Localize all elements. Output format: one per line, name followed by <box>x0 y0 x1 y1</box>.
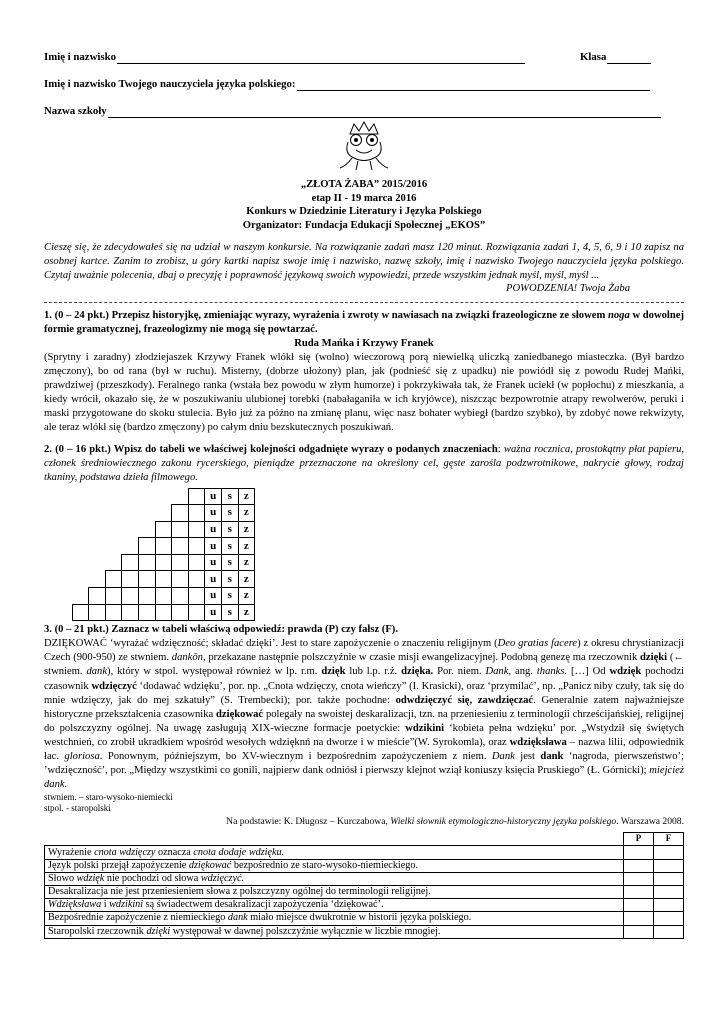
statement-text: Słowo wdzięk nie pochodzi od słowa wdzięczyć. <box>45 872 624 885</box>
crossword-letter: u <box>205 505 222 522</box>
crossword-letter: u <box>205 571 222 588</box>
crossword-letter: u <box>205 521 222 538</box>
crossword-cell[interactable] <box>188 538 205 555</box>
col-f-header: F <box>654 833 684 846</box>
crossword-letter: s <box>221 554 238 571</box>
task-2-heading: 2. (0 – 16 pkt.) Wpisz do tabeli we właściwej kolejności odgadnięte wyrazy o podanych znaczeniach: ważna rocznica, prostokątny płat papieru, członek średniowiecznego zakonu rycerskiego, pieniądze przeznaczone na określony cel, gęste zarośla podzwrotnikowe, nakrycie głowy, rodzaj tkaniny, podstawa dzieła filmowego. <box>44 444 685 484</box>
answer-f-cell[interactable] <box>654 846 684 859</box>
answer-f-cell[interactable] <box>654 912 684 925</box>
contest-title: „ZŁOTA ŻABA” 2015/2016 <box>300 179 428 190</box>
crossword-cell[interactable] <box>155 538 172 555</box>
contest-name: Konkurs w Dziedzinie Literatury i Języka Polskiego <box>246 206 482 218</box>
crossword-grid[interactable] <box>56 488 255 622</box>
crossword-cell[interactable] <box>122 554 139 571</box>
true-false-header-row <box>45 833 684 846</box>
story-title: Ruda Mańka i Krzywy Franek <box>294 337 434 349</box>
crossword-cell[interactable] <box>89 604 106 621</box>
answer-f-cell[interactable] <box>654 872 684 885</box>
crossword-letter: s <box>221 505 238 522</box>
crossword-letter: s <box>221 588 238 605</box>
crossword-cell[interactable] <box>172 521 189 538</box>
school-label: Nazwa szkoły <box>44 104 107 117</box>
statement-text: Desakralizacja nie jest przeniesieniem słowa z polszczyzny ogólnej do terminologii religijnej. <box>45 885 624 898</box>
task-3-text: DZIĘKOWAĆ ‘wyrażać wdzięczność; składać dzięki’. Jest to stare zapożyczenie o znaczeniu religijnym (Deo gratias facere) z okresu chrystianizacji Czech (900-950) ze stwniem. dankōn, przekazane następnie polszczyźnie w czasie misji ewangelizacyjnej. Podobną genezę ma rzeczownik dzięki (← stwniem. dank), który w stpol. występował również w lp. r.m. dzięk lub l.p. r.ż. dzięka. Por. niem. Dank, ang. thanks. […] Od wdzięk pochodzi czasownik wdzięczyć ‘dodawać wdzięku’, por. np. „Cnota wdzięczy, cnota wieńczy” (I. Krasicki), oraz ‘przymilać’, np. „Panicz niby czuły, tak się do mnie wdzięczy, jak do mej szkatuły” (S. Trembecki); por. także pochodne: odwdzięczyć się, zawdzięczać. Generalnie zatem najważniejsze historyczne przekształcenia czasownika dziękować polegały na swoistej deskaralizacji, tzn. na przeniesieniu z terminologii chrześcijańskiej, religijnej do polszczyzny ogólnej. Na uwagę zasługują XIX-wieczne formacje poetyckie: wdzikini ‘kobieta pełna wdzięku’ por. „Wstydził się świętych westchnień, co zrobił ukradkiem wpośród wesołych wdzięknń na dworze i w mieście”(W. Syrokomla), oraz wdzięksława – nazwa lilii, odpowiednik łac. gloriosa. Ponownym, późniejszym, bo XV-wiecznym i bezpośrednim zapożyczeniem z niem. Dank jest dank ‘nagroda, pierwszeństwo’; ’wdzięczność’, por. „Między wszystkimi co gonili, najpierw dank odniósł i pierwszy klejnot wziął koniuszy księcia Pruskiego” (Ł. Górnicki); miejcież dank. <box>44 638 685 791</box>
crossword-cell[interactable] <box>155 604 172 621</box>
crossword-letter: z <box>238 538 255 555</box>
answer-p-cell[interactable] <box>624 885 654 898</box>
crossword-letter: z <box>238 554 255 571</box>
statement-text: Staropolski rzeczownik dzięki występował w dawnej polszczyźnie wyłącznie w liczbie mnogiej. <box>45 925 624 938</box>
crossword-cell[interactable] <box>138 538 155 555</box>
crossword-row <box>56 505 255 522</box>
crossword-cell[interactable] <box>122 604 139 621</box>
crossword-cell[interactable] <box>138 554 155 571</box>
abbreviation-2: stpol. - staropolski <box>44 803 111 814</box>
crossword-cell[interactable] <box>72 604 89 621</box>
crossword-row <box>56 588 255 605</box>
statement-row <box>45 899 684 912</box>
crossword-letter: u <box>205 554 222 571</box>
teacher-label: Imię i nazwisko Twojego nauczyciela języka polskiego: <box>44 77 296 90</box>
crossword-cell[interactable] <box>188 521 205 538</box>
crossword-cell[interactable] <box>155 571 172 588</box>
crossword-letter: s <box>221 571 238 588</box>
name-label: Imię i nazwisko <box>44 50 116 63</box>
crossword-letter: s <box>221 604 238 621</box>
crossword-cell[interactable] <box>188 588 205 605</box>
crossword-cell[interactable] <box>188 554 205 571</box>
crossword-cell[interactable] <box>172 604 189 621</box>
contest-organizer: Organizator: Fundacja Edukacji Społecznej „EKOS” <box>242 219 486 231</box>
crossword-cell[interactable] <box>172 588 189 605</box>
crossword-cell[interactable] <box>105 571 122 588</box>
crossword-row <box>56 571 255 588</box>
crossword-letter: s <box>221 521 238 538</box>
statement-text: Wyrażenie cnota wdzięczy oznacza cnota dodaje wdzięku. <box>45 846 624 859</box>
crossword-cell[interactable] <box>155 521 172 538</box>
statement-text: Bezpośrednie zapożyczenie z niemieckiego dank miało miejsce dwukrotnie w historii języka polskiego. <box>45 912 624 925</box>
abbreviation-1: stwniem. – staro-wysoko-niemiecki <box>44 792 173 803</box>
statement-row <box>45 872 684 885</box>
crossword-cell[interactable] <box>138 604 155 621</box>
crossword-letter: z <box>238 571 255 588</box>
teacher-field[interactable] <box>297 78 650 91</box>
crossword-letter: u <box>205 488 222 505</box>
answer-p-cell[interactable] <box>624 912 654 925</box>
statement-row <box>45 885 684 898</box>
contest-header <box>44 178 684 232</box>
statement-text: Język polski przejął zapożyczenie dziękować bezpośrednio ze staro-wysoko-niemieckiego. <box>45 859 624 872</box>
statement-row <box>45 859 684 872</box>
crossword-cell[interactable] <box>155 588 172 605</box>
crossword-cell[interactable] <box>188 571 205 588</box>
crossword-row <box>56 521 255 538</box>
task-1-heading: 1. (0 – 24 pkt.) Przepisz historyjkę, zmieniając wyrazy, wyrażenia i zwroty w nawiasach na związki frazeologiczne ze słowem noga w dowolnej formie gramatycznej, frazeologizmy nie mogą się powtarzać. <box>44 309 684 335</box>
crossword-cell[interactable] <box>155 554 172 571</box>
crossword-cell[interactable] <box>188 604 205 621</box>
teacher-line <box>44 67 684 91</box>
name-line <box>44 40 684 64</box>
crossword-cell[interactable] <box>172 505 189 522</box>
contest-stage: etap II - 19 marca 2016 <box>311 192 417 204</box>
crossword-cell[interactable] <box>89 588 106 605</box>
statement-row <box>45 846 684 859</box>
answer-p-cell[interactable] <box>624 925 654 938</box>
statement-text: Wdzięksława i wdzikini są świadectwem desakralizacji zapożyczenia ‘dziękować’. <box>45 899 624 912</box>
crossword-cell[interactable] <box>172 571 189 588</box>
crossword-letter: z <box>238 604 255 621</box>
crossword-letter: s <box>221 538 238 555</box>
crossword-letter: s <box>221 488 238 505</box>
name-field[interactable] <box>117 51 525 64</box>
answer-f-cell[interactable] <box>654 899 684 912</box>
crossword-cell[interactable] <box>188 488 205 505</box>
intro-text: Cieszę się, że zdecydowałeś się na udział w naszym konkursie. Na rozwiązanie zadań masz 120 minut. Rozwiązania zadań 1, 4, 5, 6, 9 i 10 zapisz na osobnej kartce. Zanim to zrobisz, u góry kartki napisz swoje imię i nazwisko, nazwę szkoły, imię i nazwisko Twojego nauczyciela języka polskiego. Czytaj uważnie polecenia, dbaj o precyzję i poprawność językową swoich wypowiedzi, przede wszystkim jednak myśl, myśl, myśl ... <box>44 242 684 281</box>
statement-row <box>45 925 684 938</box>
crossword-row <box>56 554 255 571</box>
col-p-header: P <box>624 833 654 846</box>
source-note: Na podstawie: K. Długosz – Kurczabowa, Wielki słownik etymologiczno-historyczny języka polskiego. Warszawa 2008. <box>226 815 684 827</box>
crossword-cell[interactable] <box>122 571 139 588</box>
crossword-cell[interactable] <box>105 588 122 605</box>
worksheet <box>44 40 684 939</box>
crossword-letter: u <box>205 538 222 555</box>
story-text: (Sprytny i zaradny) złodziejaszek Krzywy Franek wlókł się (wolno) wieczorową porą niewielką uliczką zaniedbanego miasteczka. (Był bardzo zmęczony), bo od rana (był w ruchu). Misterny, (dobrze ułożony) plan, jak (podnieść się z upadku) nie powiódł się z powodu Rudej Mańki, prawdziwej (przeszkody). Feralnego ranka (wstała bez powodu w złym humorze) i pokrzykiwała tak, że Franek uciekł (w popłochu) z mieszkania, a kiedy wrócił, okazało się, że w poszukiwaniu ulubionej torebki (nabałaganiła w ich kryjówce), niszcząc bezpowrotnie atrapy rewolwerów, peruki i maski przygotowane do skoku stulecia. Było już za późno na zmianę planu, więc nasz bohater wybiegł (bardzo szybko), by zdobyć nowe rekwizyty, ale teraz wlókł się (bardzo zmęczony) po całym dniu bezskutecznych poszukiwań. <box>44 351 684 434</box>
answer-p-cell[interactable] <box>624 872 654 885</box>
crossword-letter: z <box>238 505 255 522</box>
crossword-row <box>56 488 255 505</box>
crossword-letter: u <box>205 604 222 621</box>
crossword-letter: z <box>238 488 255 505</box>
crossword-cell[interactable] <box>122 588 139 605</box>
crossword-row <box>56 538 255 555</box>
class-label: Klasa <box>579 50 607 63</box>
answer-p-cell[interactable] <box>624 899 654 912</box>
crossword-row <box>56 604 255 621</box>
task-3-heading: 3. (0 – 21 pkt.) Zaznacz w tabeli właściwą odpowiedź: prawda (P) czy fałsz (F). <box>44 624 398 636</box>
true-false-table <box>44 832 684 938</box>
intro-signoff: POWODZENIA! Twoja Żaba <box>506 283 630 295</box>
crossword-letter: u <box>205 588 222 605</box>
separator <box>44 302 684 303</box>
statement-row <box>45 912 684 925</box>
answer-f-cell[interactable] <box>654 859 684 872</box>
crossword-cell[interactable] <box>138 588 155 605</box>
crossword-cell[interactable] <box>172 538 189 555</box>
crossword-cell[interactable] <box>138 571 155 588</box>
frog-logo-icon <box>334 120 394 172</box>
crossword-cell[interactable] <box>105 604 122 621</box>
answer-p-cell[interactable] <box>624 846 654 859</box>
answer-f-cell[interactable] <box>654 925 684 938</box>
school-line <box>44 94 684 118</box>
answer-f-cell[interactable] <box>654 885 684 898</box>
answer-p-cell[interactable] <box>624 859 654 872</box>
crossword-cell[interactable] <box>172 554 189 571</box>
crossword-cell[interactable] <box>188 505 205 522</box>
class-field[interactable] <box>607 51 651 64</box>
crossword-letter: z <box>238 588 255 605</box>
crossword-letter: z <box>238 521 255 538</box>
school-field[interactable] <box>108 105 661 118</box>
